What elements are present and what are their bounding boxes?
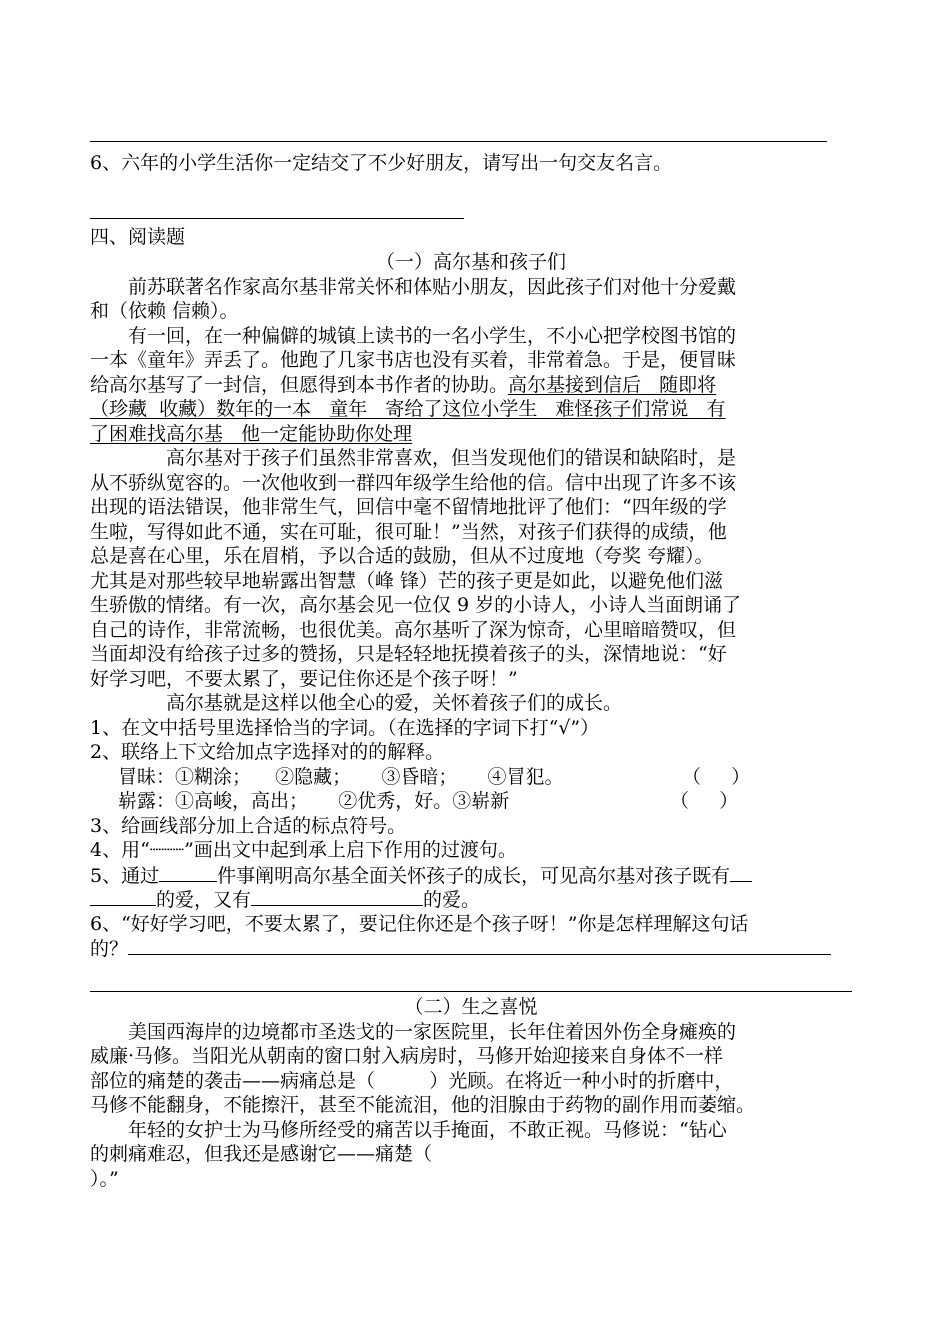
- underlined-line: 了困难找高尔基 他一定能协助你处理: [90, 422, 413, 445]
- answer-line[interactable]: [128, 936, 831, 955]
- paragraph-line: 马修不能翻身，不能擦汗，甚至不能流泪，他的泪腺由于药物的副作用而萎缩。: [90, 1094, 756, 1116]
- answer-line: [90, 141, 827, 142]
- paragraph-line: 一本《童年》弄丢了。他跑了几家书店也没有买着，非常着急。于是，便冒昧: [90, 349, 737, 371]
- fill-blank[interactable]: [159, 863, 217, 882]
- paragraph-line: 从不骄纵宽容的。一次他收到一群四年级学生给他的信。信中出现了许多不该: [90, 471, 737, 494]
- question-1: 1、在文中括号里选择恰当的字词。（在选择的字词下打“√”）: [90, 716, 600, 739]
- paragraph-line: ）。”: [90, 1167, 119, 1190]
- paragraph-line: 前苏联著名作家高尔基非常关怀和体贴小朋友，因此孩子们对他十分爱戴: [128, 275, 737, 298]
- paragraph-line: 总是喜在心里，乐在眉梢，予以合适的鼓励，但从不过度地（夸奖 夸耀）。: [90, 545, 714, 567]
- paragraph-line: 美国西海岸的边境都市圣迭戈的一家医院里，长年住着因外伤全身瘫痪的: [128, 1020, 737, 1043]
- answer-paren[interactable]: （ ）: [670, 790, 739, 812]
- question-5-line-2: [90, 887, 852, 912]
- question-6-top: 6、六年的小学生活你一定结交了不少好朋友，请写出一句交友名言。: [90, 152, 673, 174]
- fill-blank[interactable]: [251, 887, 423, 906]
- passage-1-title: （一）高尔基和孩子们: [375, 251, 566, 273]
- paragraph-line: 生骄傲的情绪。有一次，高尔基会见一位仅 9 岁的小诗人，小诗人当面朗诵了: [90, 594, 742, 616]
- paragraph-line: 高尔基对于孩子们虽然非常喜欢，但当发现他们的错误和缺陷时，是: [166, 447, 737, 469]
- question-6-line-2: [90, 936, 852, 961]
- question-text: 5、通过: [90, 864, 160, 887]
- paragraph-line: 年轻的女护士为马修所经受的痛苦以手掩面，不敢正视。马修说：“钻心: [128, 1118, 727, 1141]
- paragraph-line: [90, 373, 852, 398]
- fill-blank[interactable]: [730, 863, 752, 882]
- answer-line: [90, 218, 464, 219]
- paragraph-line: 当面却没有给孩子过多的赞扬，只是轻轻地抚摸着孩子的头，深情地说：“好: [90, 643, 727, 665]
- paragraph-line: 生啦，写得如此不通，实在可耻，很可耻！”当然，对孩子们获得的成绩，他: [90, 520, 727, 543]
- option-text: 冒昧：①糊涂； ②隐藏； ③昏暗； ④冒犯。: [118, 765, 564, 788]
- paragraph-line: 高尔基就是这样以他全心的爱，关怀着孩子们的成长。: [166, 692, 623, 714]
- question-text: 的？: [90, 938, 129, 960]
- paragraph-line: 出现的语法错误，他非常生气，回信中毫不留情地批评了他们：“四年级的学: [90, 496, 727, 518]
- paragraph-line: 部位的痛楚的袭击——病痛总是（ ）光顾。在将近一种小时的折磨中，: [90, 1069, 734, 1092]
- question-2: 2、联络上下文给加点字选择对的的解释。: [90, 741, 445, 763]
- paragraph-text: 给高尔基写了一封信，但愿得到本书作者的协助。: [90, 373, 509, 396]
- paragraph-line: 自己的诗作，非常流畅，也很优美。高尔基听了深为惊奇，心里暗暗赞叹，但: [90, 618, 737, 641]
- underlined-text: 高尔基接到信后 随即将: [508, 373, 717, 396]
- answer-paren[interactable]: （ ）: [682, 765, 751, 788]
- fill-blank[interactable]: [90, 887, 156, 906]
- question-6-line-1: 6、“好好学习吧，不要太累了，要记住你还是个孩子呀！”你是怎样理解这句话: [90, 912, 749, 935]
- question-text: 的爱，又有: [156, 889, 252, 911]
- question-2-option-a: [90, 765, 852, 790]
- underlined-line: （珍藏 收藏）数年的一本 童年 寄给了这位小学生 难怪孩子们常说 有: [90, 398, 726, 420]
- question-4: 4、用“┈┈┈”画出文中起到承上启下作用的过渡句。: [90, 839, 517, 861]
- question-2-option-b: [90, 789, 852, 814]
- question-text: 件事阐明高尔基全面关怀孩子的成长，可见高尔基对孩子既有: [217, 864, 731, 887]
- option-text: 崭露：①高峻，高出； ②优秀，好。③崭新: [118, 790, 510, 812]
- question-text: 的爱。: [423, 889, 481, 911]
- paragraph-line: 好学习吧，不要太累了，要记住你还是个孩子呀！”: [90, 667, 518, 690]
- paragraph-line: 的刺痛难忍，但我还是感谢它——痛楚（: [90, 1143, 433, 1165]
- question-3: 3、给画线部分加上合适的标点符号。: [90, 814, 407, 837]
- question-5-line-1: [90, 863, 852, 888]
- passage-2-title: （二）生之喜悦: [404, 996, 538, 1018]
- answer-line: [90, 991, 852, 992]
- section-title: 四、阅读题: [90, 226, 186, 248]
- paragraph-line: 尤其是对那些较早地崭露出智慧（峰 锋）芒的孩子更是如此，以避免他们滋: [90, 569, 724, 592]
- paragraph-line: 有一回，在一种偏僻的城镇上读书的一名小学生，不小心把学校图书馆的: [128, 324, 737, 347]
- paragraph-line: 威廉·马修。当阳光从朝南的窗口射入病房时，马修开始迎接来自身体不一样: [90, 1045, 724, 1067]
- paragraph-line: 和（依赖 信赖）。: [90, 300, 239, 322]
